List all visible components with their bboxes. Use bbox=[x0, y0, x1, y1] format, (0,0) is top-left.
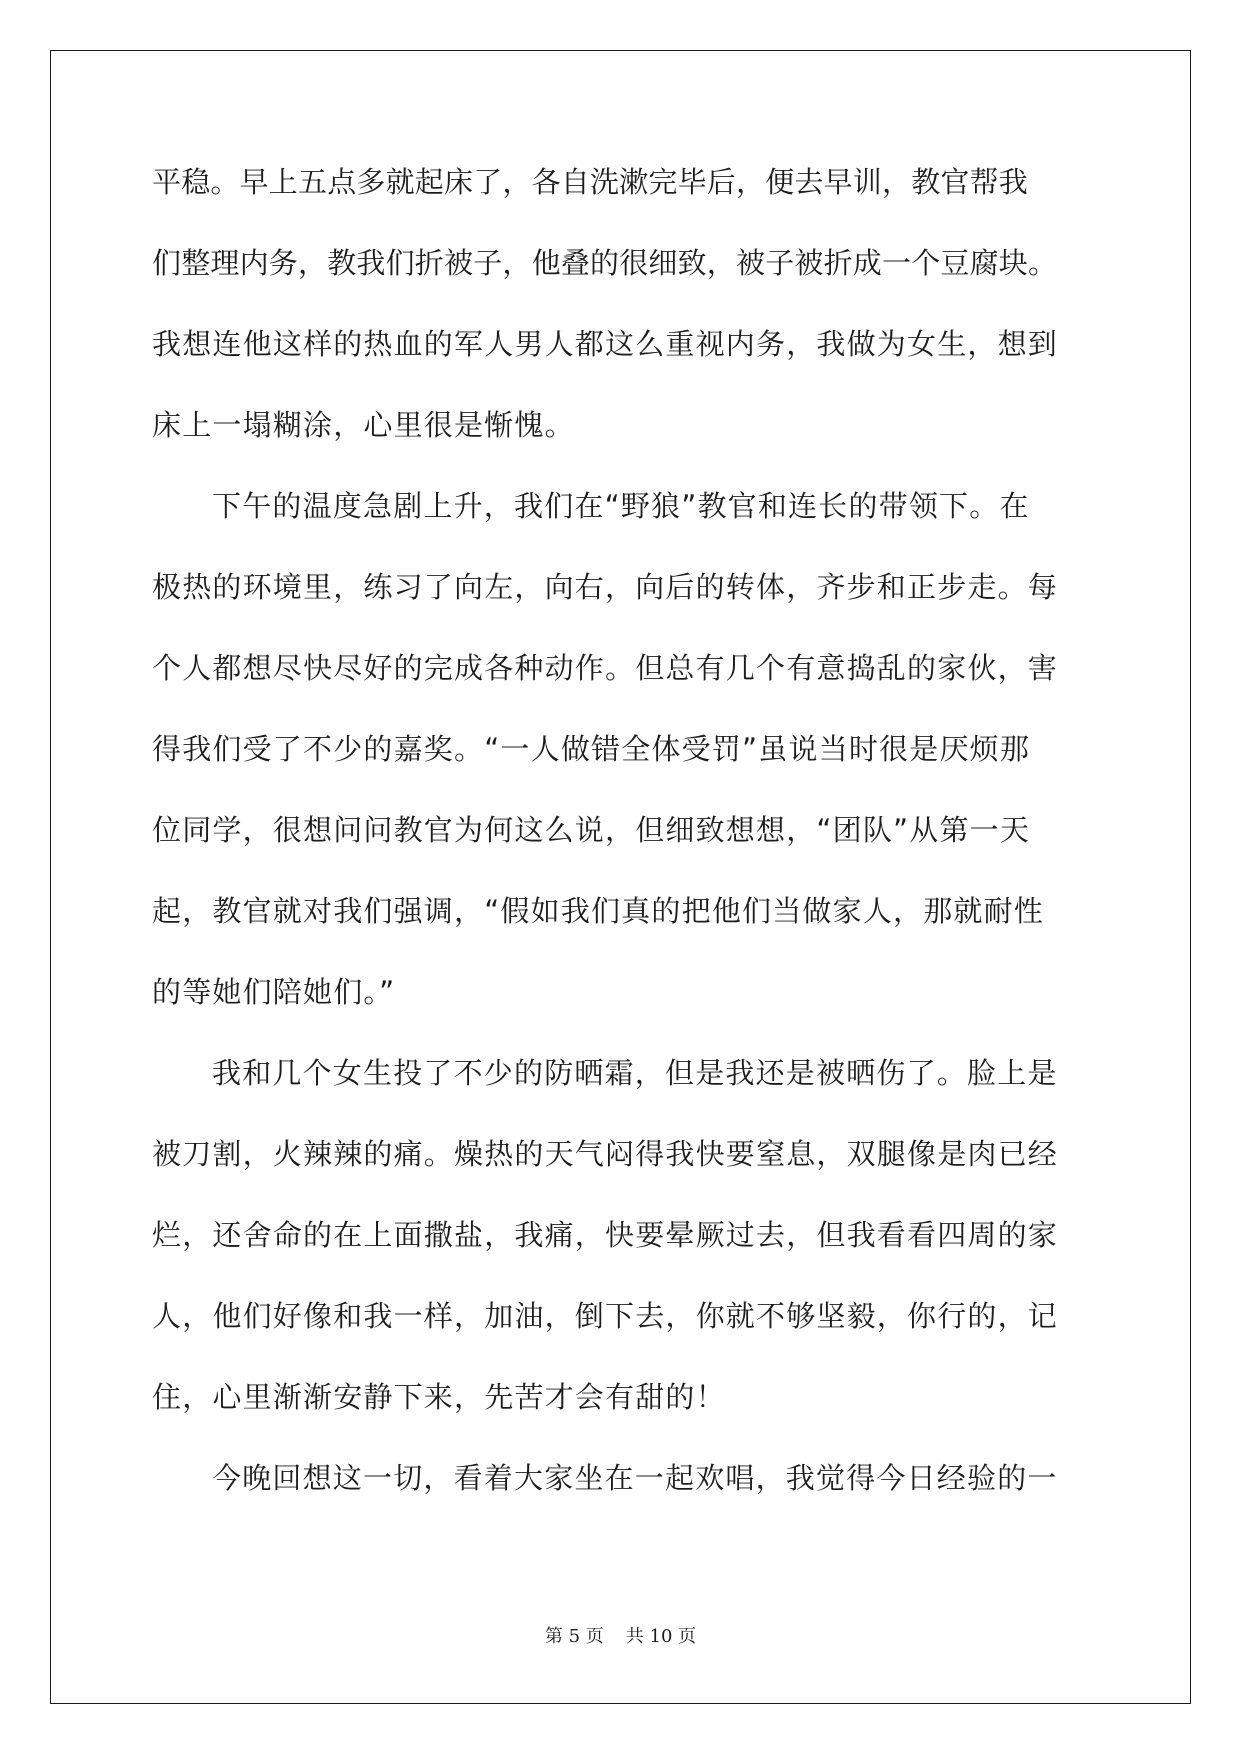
current-page-label: 第 5 页 bbox=[544, 1626, 604, 1647]
paragraph-start-line: 我和几个女生投了不少的防晒霜，但是我还是被晒伤了。脸上是 bbox=[212, 1056, 1058, 1090]
text-line: 人，他们好像和我一样，加油，倒下去，你就不够坚毅，你行的，记 bbox=[152, 1299, 1059, 1333]
text-line: 的等她们陪她们。” bbox=[152, 975, 396, 1009]
text-line: 烂，还舍命的在上面撒盐，我痛，快要晕厥过去，但我看看四周的家 bbox=[152, 1218, 1059, 1252]
text-line: 平稳。早上五点多就起床了，各自洗漱完毕后，便去早训，教官帮我 bbox=[152, 165, 1029, 199]
text-line: 被刀割，火辣辣的痛。燥热的天气闷得我快要窒息，双腿像是肉已经 bbox=[152, 1137, 1059, 1171]
text-line: 个人都想尽快尽好的完成各种动作。但总有几个有意捣乱的家伙，害 bbox=[152, 651, 1059, 685]
text-line: 极热的环境里，练习了向左，向右，向后的转体，齐步和正步走。每 bbox=[152, 570, 1059, 604]
paragraph-start-line: 今晚回想这一切，看着大家坐在一起欢唱，我觉得今日经验的一 bbox=[212, 1461, 1058, 1495]
text-line: 起，教官就对我们强调，“假如我们真的把他们当做家人，那就耐性 bbox=[152, 894, 1045, 928]
paragraph-start-line: 下午的温度急剧上升，我们在“野狼”教官和连长的带领下。在 bbox=[212, 489, 1030, 523]
text-line: 床上一塌糊涂，心里很是惭愧。 bbox=[152, 408, 575, 442]
text-line: 位同学，很想问问教官为何这么说，但细致想想，“团队”从第一天 bbox=[152, 813, 1031, 847]
text-line: 得我们受了不少的嘉奖。“一人做错全体受罚”虽说当时很是厌烦那 bbox=[152, 732, 1031, 766]
total-pages-label: 共 10 页 bbox=[625, 1626, 697, 1647]
text-line: 我想连他这样的热血的军人男人都这么重视内务，我做为女生，想到 bbox=[152, 327, 1059, 361]
text-line: 住，心里渐渐安静下来，先苦才会有甜的！ bbox=[152, 1380, 726, 1414]
document-body bbox=[152, 162, 1092, 1539]
page-number-footer bbox=[0, 1622, 1241, 1648]
text-line: 们整理内务，教我们折被子，他叠的很细致，被子被折成一个豆腐块。 bbox=[152, 246, 1058, 280]
